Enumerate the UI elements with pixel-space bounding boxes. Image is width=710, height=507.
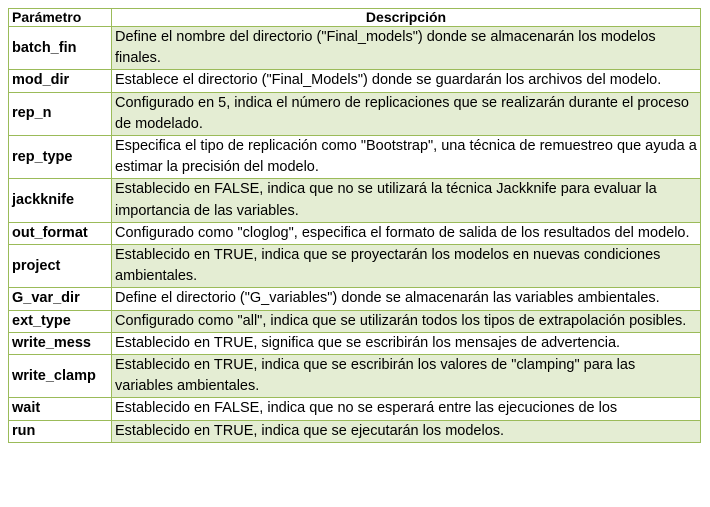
header-desc: Descripción bbox=[112, 9, 701, 27]
table-row bbox=[9, 92, 701, 135]
param-cell: write_mess bbox=[9, 332, 112, 354]
table-row bbox=[9, 332, 701, 354]
header-param: Parámetro bbox=[9, 9, 112, 27]
desc-cell: Configurado en 5, indica el número de replicaciones que se realizarán durante el proceso de modelado. bbox=[112, 92, 701, 135]
param-cell: ext_type bbox=[9, 310, 112, 332]
desc-cell: Especifica el tipo de replicación como "Bootstrap", una técnica de remuestreo que ayuda a estimar la precisión del modelo. bbox=[112, 136, 701, 179]
desc-cell: Establecido en FALSE, indica que no se utilizará la técnica Jackknife para evaluar la importancia de las variables. bbox=[112, 179, 701, 222]
table-row bbox=[9, 310, 701, 332]
desc-cell: Establecido en TRUE, indica que se ejecutarán los modelos. bbox=[112, 420, 701, 442]
table-row bbox=[9, 179, 701, 222]
table-row bbox=[9, 70, 701, 92]
desc-cell: Define el directorio ("G_variables") donde se almacenarán las variables ambientales. bbox=[112, 288, 701, 310]
param-cell: mod_dir bbox=[9, 70, 112, 92]
param-cell: rep_n bbox=[9, 92, 112, 135]
desc-cell: Establece el directorio ("Final_Models") donde se guardarán los archivos del modelo. bbox=[112, 70, 701, 92]
parameter-table bbox=[8, 8, 701, 443]
param-cell: write_clamp bbox=[9, 355, 112, 398]
parameter-table-container bbox=[8, 8, 700, 443]
param-cell: project bbox=[9, 245, 112, 288]
table-row bbox=[9, 420, 701, 442]
table-row bbox=[9, 288, 701, 310]
param-cell: rep_type bbox=[9, 136, 112, 179]
desc-cell: Establecido en TRUE, indica que se proyectarán los modelos en nuevas condiciones ambientales. bbox=[112, 245, 701, 288]
table-row bbox=[9, 245, 701, 288]
param-cell: out_format bbox=[9, 222, 112, 244]
desc-cell: Configurado como "cloglog", especifica el formato de salida de los resultados del modelo. bbox=[112, 222, 701, 244]
table-row bbox=[9, 355, 701, 398]
param-cell: run bbox=[9, 420, 112, 442]
desc-cell: Establecido en TRUE, indica que se escribirán los valores de "clamping" para las variables ambientales. bbox=[112, 355, 701, 398]
header-row bbox=[9, 9, 701, 27]
table-row bbox=[9, 27, 701, 70]
table-row bbox=[9, 398, 701, 420]
table-row bbox=[9, 136, 701, 179]
param-cell: batch_fin bbox=[9, 27, 112, 70]
param-cell: G_var_dir bbox=[9, 288, 112, 310]
table-row bbox=[9, 222, 701, 244]
desc-cell: Configurado como "all", indica que se utilizarán todos los tipos de extrapolación posibles. bbox=[112, 310, 701, 332]
desc-cell: Establecido en TRUE, significa que se escribirán los mensajes de advertencia. bbox=[112, 332, 701, 354]
desc-cell: Establecido en FALSE, indica que no se esperará entre las ejecuciones de los bbox=[112, 398, 701, 420]
desc-cell: Define el nombre del directorio ("Final_models") donde se almacenarán los modelos finales. bbox=[112, 27, 701, 70]
param-cell: jackknife bbox=[9, 179, 112, 222]
param-cell: wait bbox=[9, 398, 112, 420]
